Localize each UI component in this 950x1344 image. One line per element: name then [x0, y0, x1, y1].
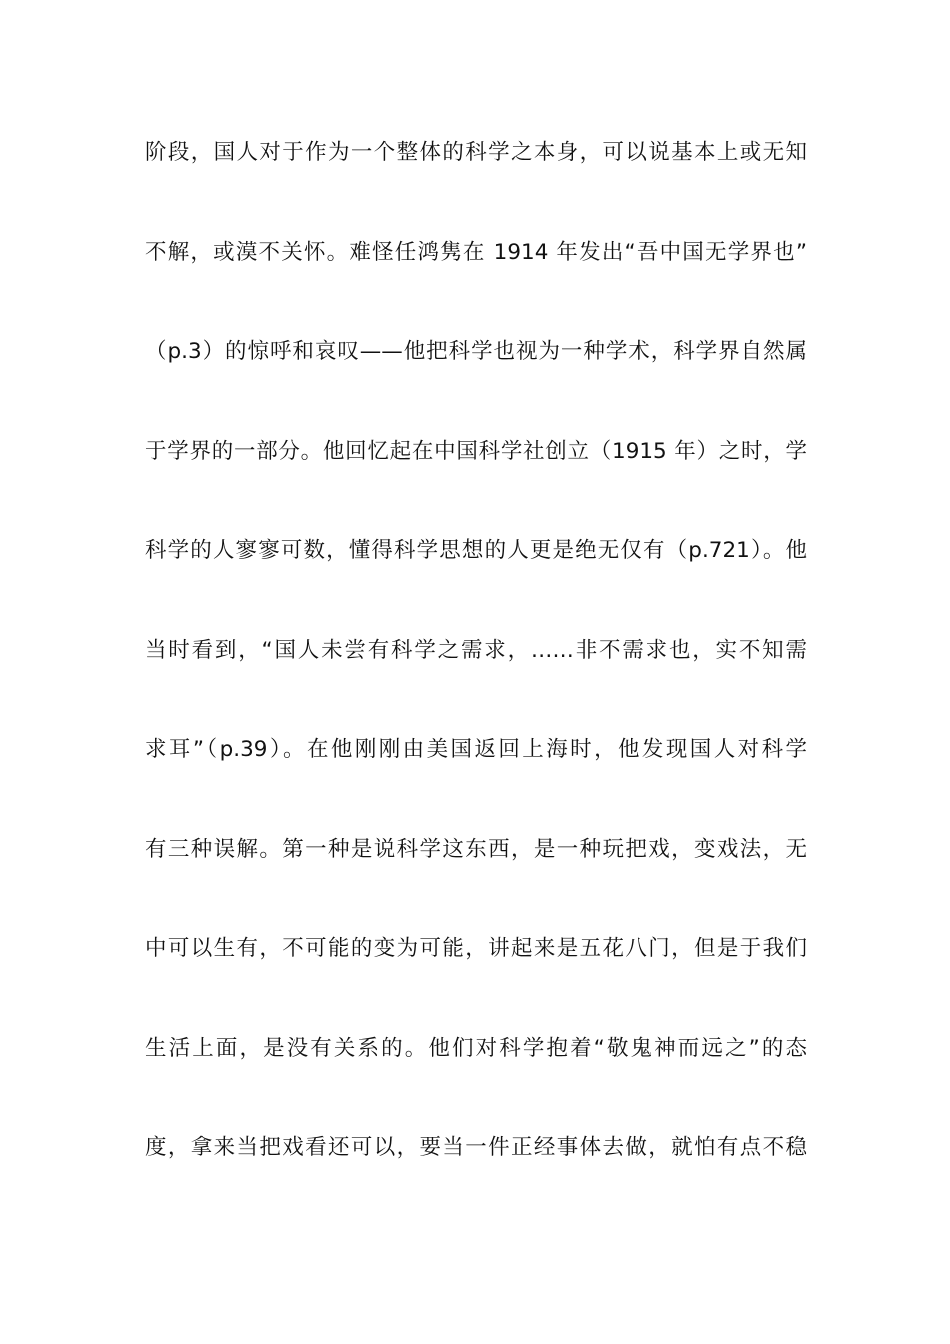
- text-line: （p.3）的惊呼和哀叹——他把科学也视为一种学术，科学界自然属: [145, 339, 807, 364]
- text-line: 度，拿来当把戏看还可以，要当一件正经事体去做，就怕有点不稳: [145, 1135, 807, 1160]
- text-line: 有三种误解。第一种是说科学这东西，是一种玩把戏，变戏法，无: [145, 836, 807, 862]
- text-line: 中可以生有，不可能的变为可能，讲起来是五花八门，但是于我们: [145, 936, 807, 961]
- text-line: 求耳”（p.39）。在他刚刚由美国返回上海时，他发现国人对科学: [145, 737, 807, 762]
- text-line: 于学界的一部分。他回忆起在中国科学社创立（1915 年）之时，学: [145, 438, 807, 464]
- text-line: 当时看到，“国人未尝有科学之需求，……非不需求也，实不知需: [145, 637, 807, 663]
- text-line: 不解，或漠不关怀。难怪任鸿隽在 1914 年发出“吾中国无学界也”: [145, 239, 807, 265]
- text-line: 生活上面，是没有关系的。他们对科学抱着“敬鬼神而远之”的态: [145, 1035, 807, 1061]
- text-line: 科学的人寥寥可数，懂得科学思想的人更是绝无仅有（p.721）。他: [145, 538, 807, 563]
- body-text: [145, 128, 807, 1223]
- text-line: 阶段，国人对于作为一个整体的科学之本身，可以说基本上或无知: [145, 140, 807, 165]
